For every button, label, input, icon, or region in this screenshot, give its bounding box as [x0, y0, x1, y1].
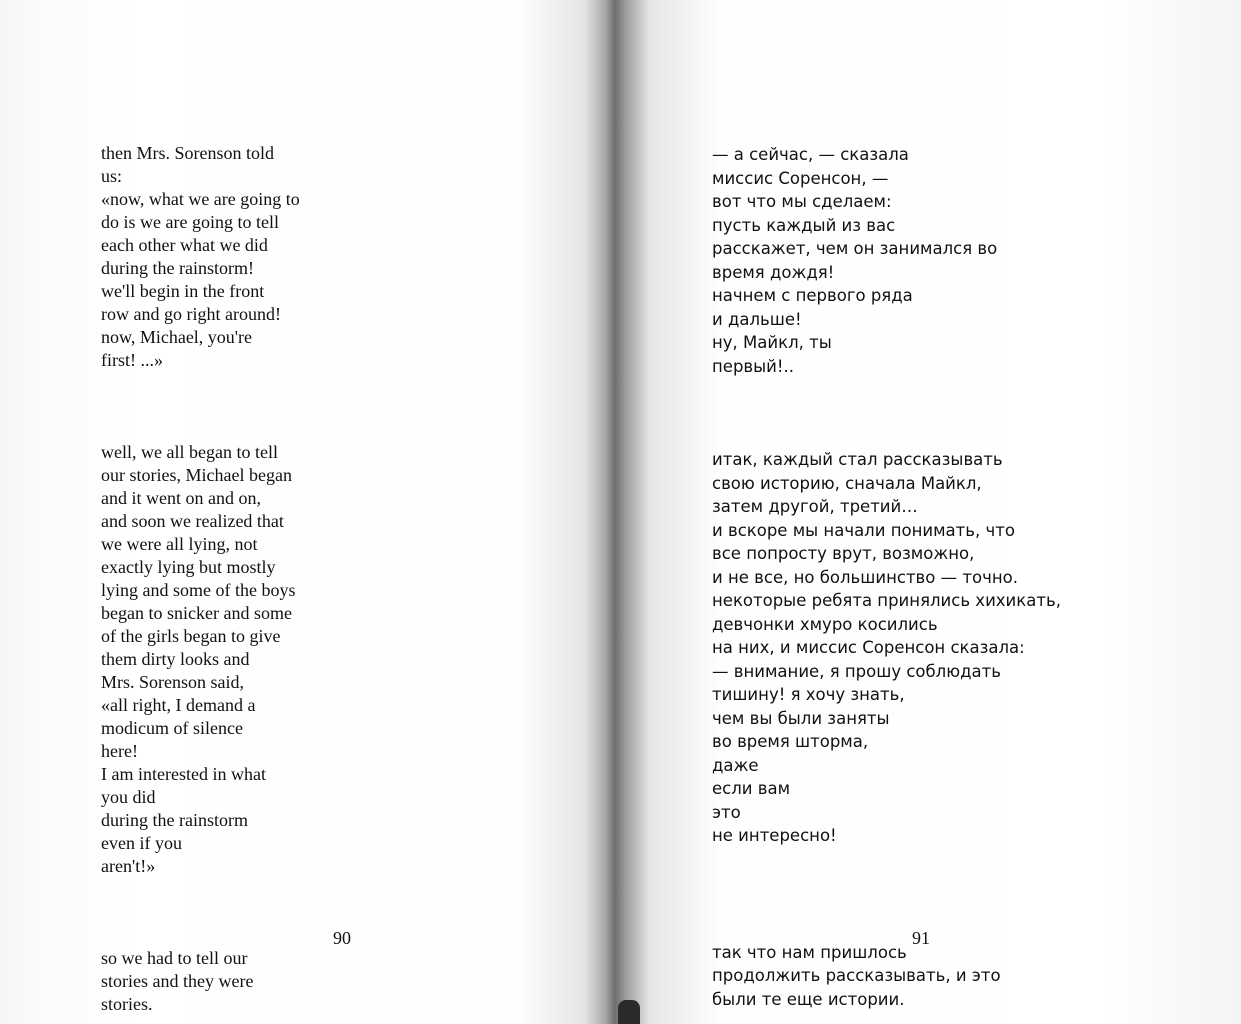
- right-stanza-1: — а сейчас, — сказала миссис Соренсон, — вот что мы сделаем: пусть каждый из вас расскажет, чем он занимался во время дождя! начнем с первого ряда и дальше! ну, Майкл, ты первый!..: [712, 145, 998, 376]
- left-stanza-2: well, we all began to tell our stories, Michael began and it went on and on, and soon we realized that we were all lying, not exactly lying but mostly lying and some of the boys began to snicker and some of the girls began to give them dirty looks and Mrs. Sorenson said, «all right, I demand a modicum of silence here! I am interested in what you did during the rainstorm even if you aren't!»: [101, 442, 296, 876]
- left-page: [0, 0, 612, 1024]
- right-page: [612, 0, 1241, 1024]
- binding-shadow: [618, 1000, 640, 1024]
- right-stanza-3: так что нам пришлось продолжить рассказывать, и это были те еще истории.: [712, 942, 1001, 1009]
- left-stanza-3: so we had to tell our stories and they were stories.: [101, 948, 254, 1014]
- right-page-number: 91: [912, 928, 930, 948]
- left-page-number: 90: [333, 928, 351, 948]
- left-stanza-1: then Mrs. Sorenson told us: «now, what we are going to do is we are going to tell each other what we did during the rainstorm! we'll begin in the front row and go right around! now, Michael, you're first! ...»: [101, 143, 300, 370]
- right-poem: [712, 96, 1061, 1024]
- left-poem: [101, 96, 341, 1024]
- right-stanza-2: итак, каждый стал рассказывать свою историю, сначала Майкл, затем другой, третий… и вскоре мы начали понимать, что все попросту врут, возможно, и не все, но большинство — точно. некоторые ребята принялись хихикать, девчонки хмуро косились на них, и миссис Соренсон сказала: — внимание, я прошу соблюдать тишину! я хочу знать, чем вы были заняты во время шторма, даже если вам это не интересно!: [712, 450, 1061, 845]
